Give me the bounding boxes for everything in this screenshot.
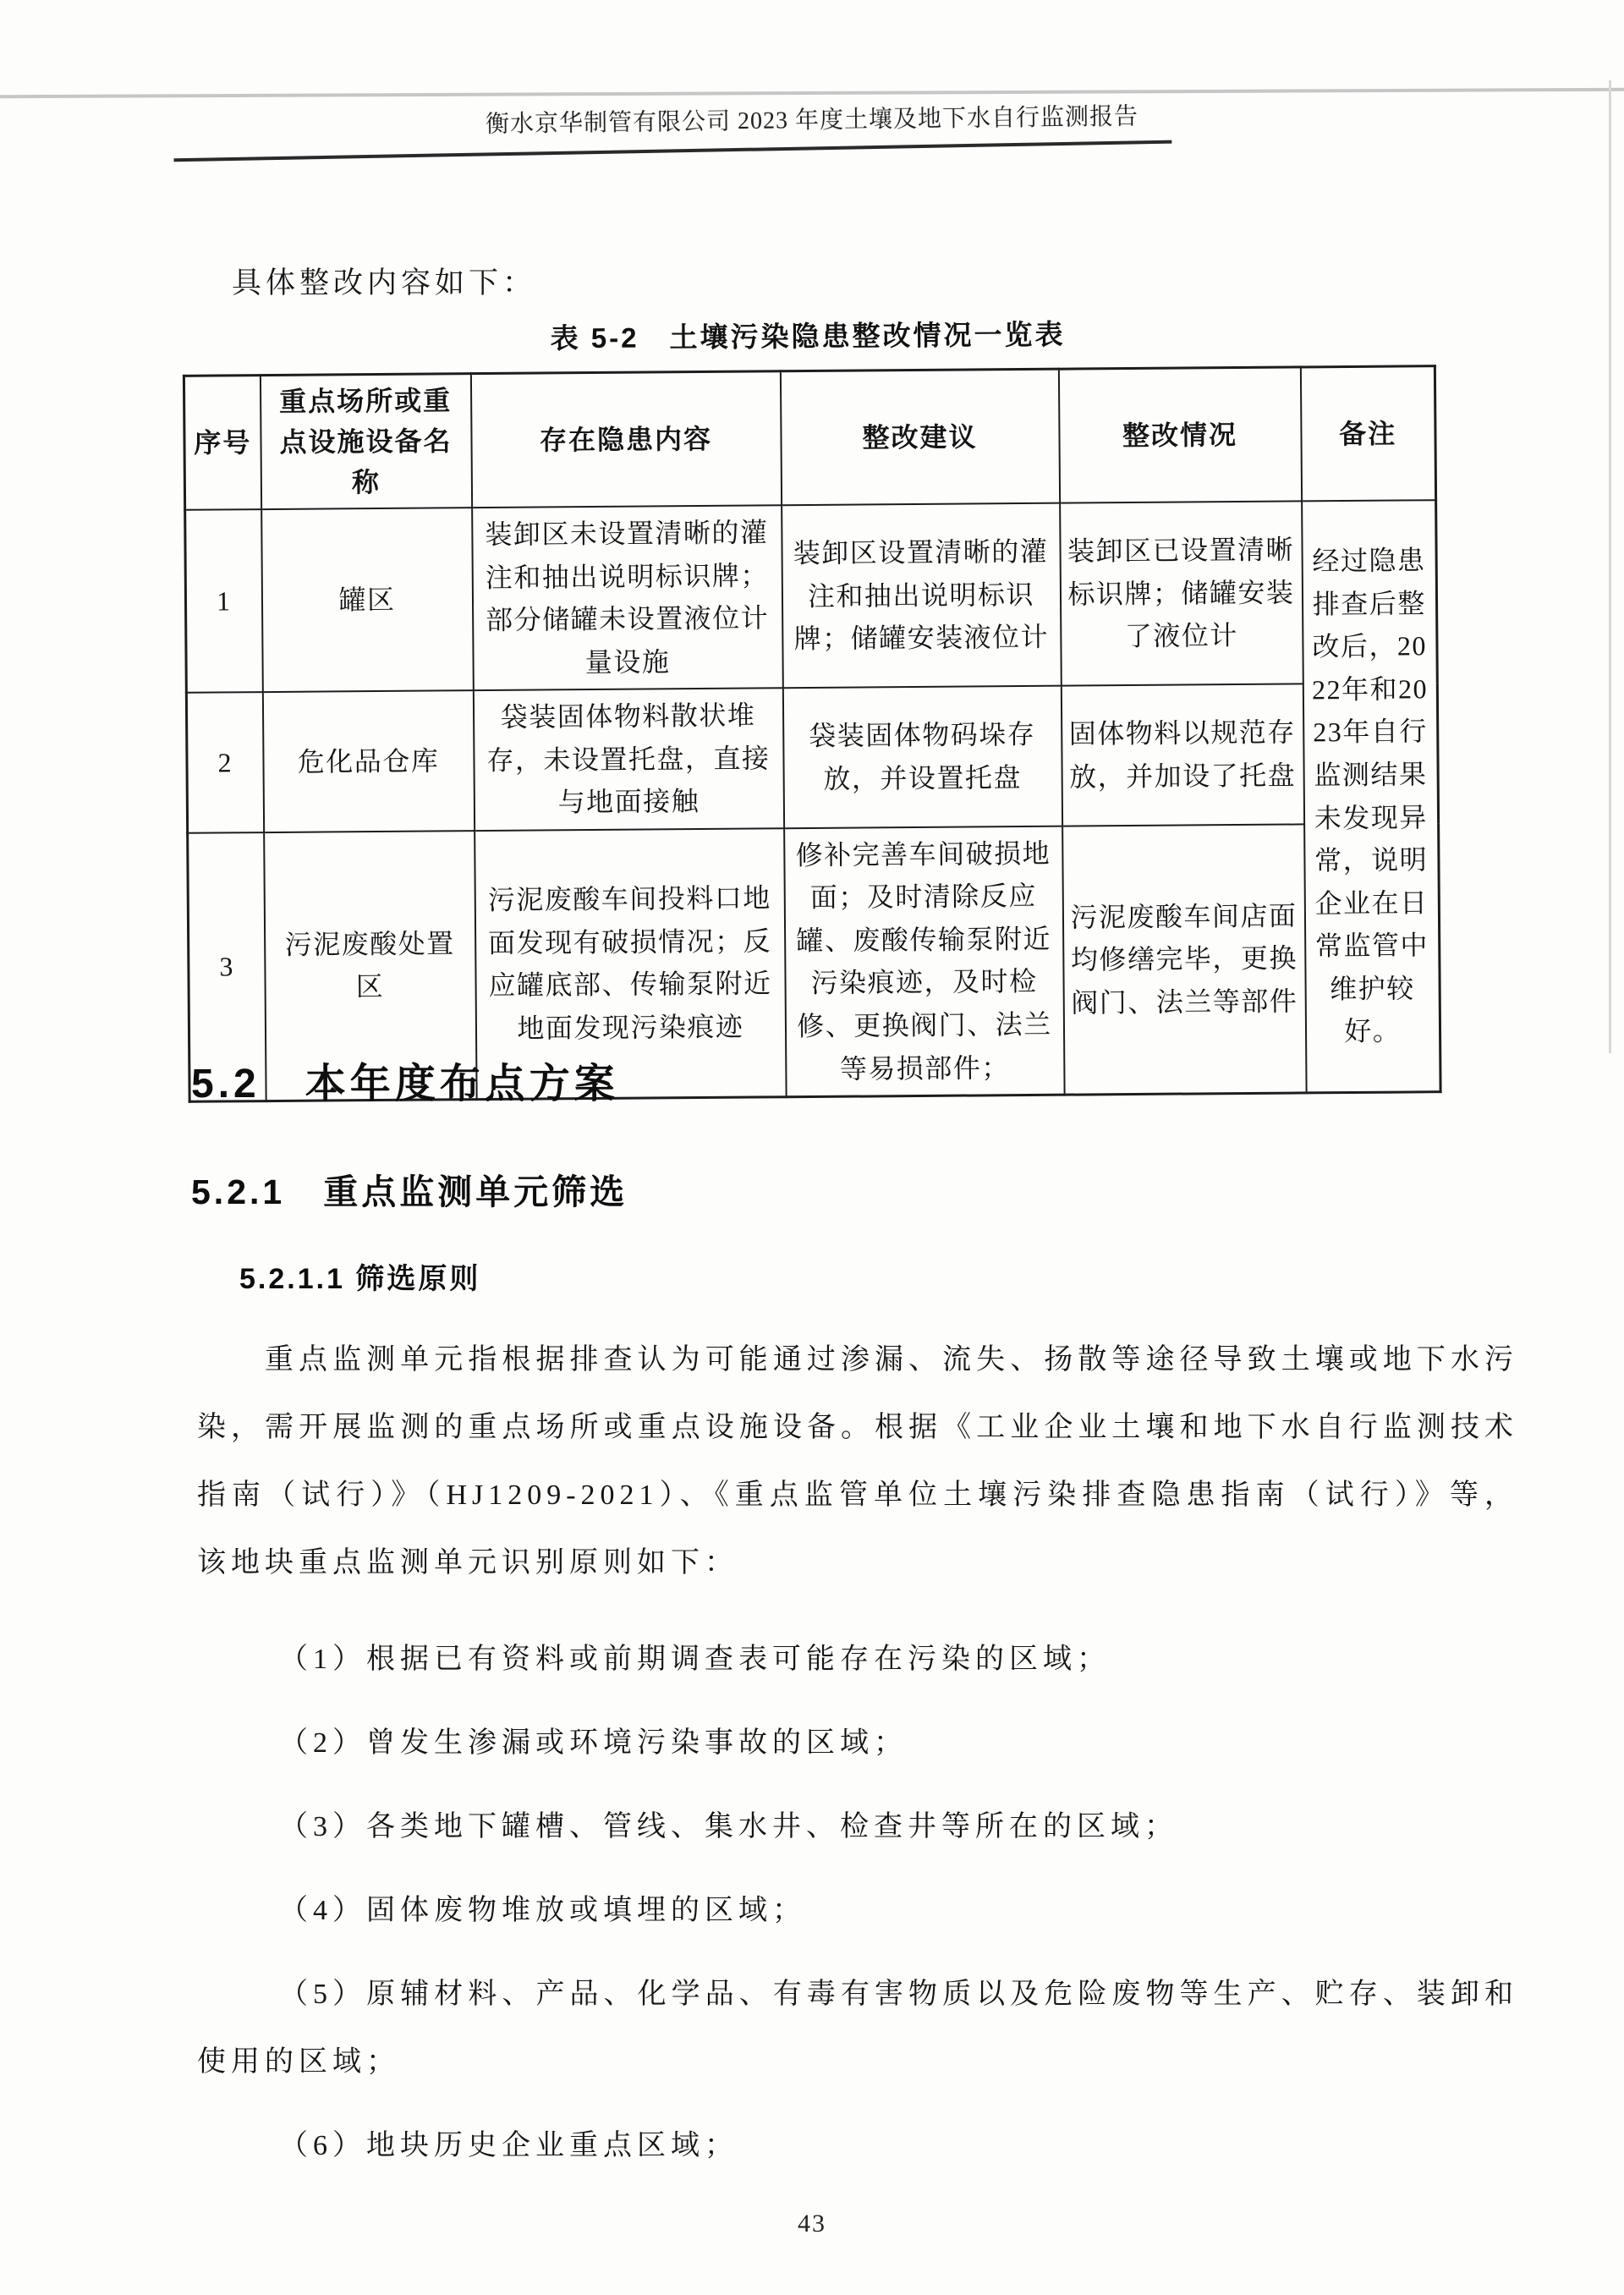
table-header-row (184, 366, 1435, 510)
cell-hazard: 污泥废酸车间投料口地面发现有破损情况；反应罐底部、传输泵附近地面发现污染痕迹 (475, 828, 786, 1100)
header-cell-index: 序号 (184, 376, 261, 510)
list-item-1: （1）根据已有资料或前期调查表可能存在污染的区域； (279, 1644, 1111, 1675)
cell-hazard: 装卸区未设置清晰的灌注和抽出说明标识牌；部分储罐未设置液位计量设施 (472, 505, 783, 690)
table-caption: 表 5-2 土壤污染隐患整改情况一览表 (550, 318, 1066, 354)
right-edge-scan-artifact (1609, 80, 1611, 1053)
cell-no: 1 (185, 509, 263, 693)
cell-suggestion: 修补完善车间破损地面；及时清除反应罐、废酸传输泵附近污染痕迹，及时检修、更换阀门、法兰等易损部件； (784, 826, 1064, 1096)
cell-status: 装卸区已设置清晰标识牌；储罐安装了液位计 (1060, 501, 1303, 685)
remediation-table (183, 365, 1442, 1103)
header-cell-name: 重点场所或重点设施设备名称 (260, 374, 471, 509)
list-item-5: （5）原辅材料、产品、化学品、有毒有害物质以及危险废物等生产、贮存、装卸和使用的区域； (197, 1979, 1518, 2078)
cell-hazard: 袋装固体物料散状堆存，未设置托盘，直接与地面接触 (473, 688, 783, 831)
cell-remark: 经过隐患排查后整改后，2022年和2023年自行监测结果未发现异常，说明企业在日常监管中维护较好。 (1302, 500, 1440, 1093)
lead-text: 具体整改内容如下： (232, 266, 537, 299)
header-cell-status: 整改情况 (1058, 367, 1301, 503)
cell-status: 污泥废酸车间店面均修缮完毕，更换阀门、法兰等部件 (1062, 824, 1306, 1095)
list-item-3: （3）各类地下罐槽、管线、集水井、检查井等所在的区域； (279, 1811, 1178, 1842)
cell-name: 罐区 (261, 508, 474, 692)
cell-no: 3 (188, 832, 266, 1101)
cell-status: 固体物料以规范存放，并加设了托盘 (1061, 684, 1303, 826)
subsection-heading-5-2-1: 5.2.1 重点监测单元筛选 (191, 1172, 628, 1211)
list-item-4: （4）固体废物堆放或填埋的区域； (279, 1895, 806, 1926)
cell-suggestion: 装卸区设置清晰的灌注和抽出说明标识牌；储罐安装液位计 (782, 503, 1062, 689)
list-item-2: （2）曾发生渗漏或环境污染事故的区域； (279, 1727, 908, 1759)
cell-suggestion: 袋装固体物码垛存放，并设置托盘 (782, 686, 1062, 828)
cell-name: 污泥废酸处置区 (264, 831, 476, 1101)
principles-list (197, 1626, 1518, 2196)
header-underline (174, 140, 1172, 162)
table-row (186, 683, 1438, 832)
list-item-6: （6）地块历史企业重点区域； (279, 2130, 738, 2161)
running-header (0, 91, 1624, 145)
header-cell-suggestion: 整改建议 (780, 369, 1059, 505)
cell-name: 危化品仓库 (262, 690, 474, 832)
cell-no: 2 (186, 692, 263, 832)
subsubsection-heading-5-2-1-1: 5.2.1.1 筛选原则 (239, 1263, 481, 1295)
remediation-table-block (182, 310, 1439, 1103)
header-cell-remark: 备注 (1300, 366, 1435, 502)
body-paragraph: 重点监测单元指根据排查认为可能通过渗漏、流失、扬散等途径导致土壤或地下水污染，需开展监测的重点场所或重点设施设备。根据《工业企业土壤和地下水自行监测技术指南（试行）》（HJ1209-2021）、《重点监管单位土壤污染排查隐患指南（试行）》等，该地块重点监测单元识别原则如下： (197, 1344, 1518, 1578)
table-row (185, 500, 1438, 693)
page-number: 43 (798, 2210, 826, 2237)
section-heading-5-2: 5.2 本年度布点方案 (191, 1062, 619, 1106)
header-cell-hazard: 存在隐患内容 (470, 371, 781, 508)
document-title: 衡水京华制管有限公司 2023 年度土壤及地下水自行监测报告 (485, 103, 1139, 138)
